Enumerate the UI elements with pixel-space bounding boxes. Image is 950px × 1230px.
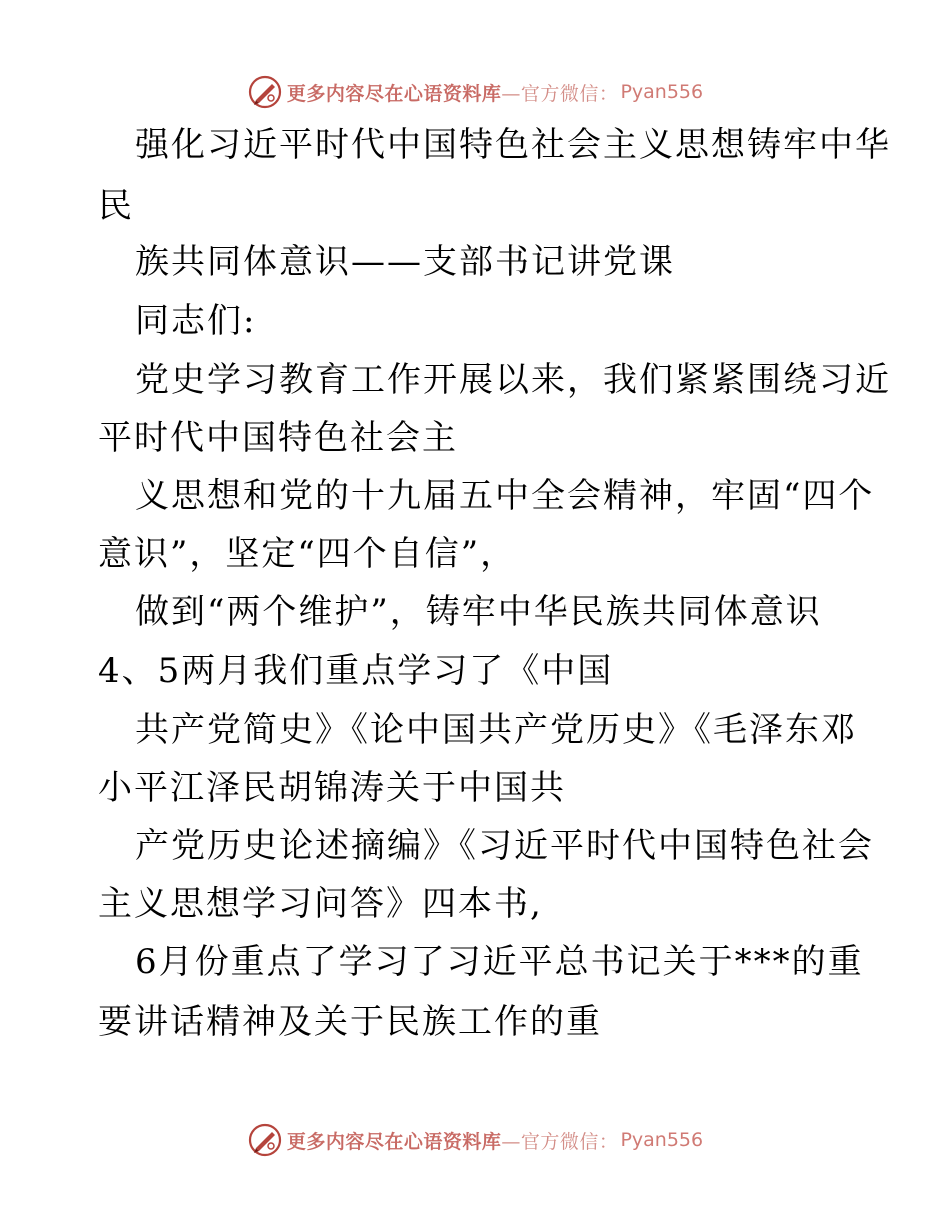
watermark-wechat-id: Pyan556	[620, 1129, 704, 1151]
text-line: 6月份重点了学习了习近平总书记关于***的重	[135, 942, 864, 982]
watermark-text: 更多内容尽在心语资料库	[286, 1130, 502, 1153]
text-line: 平时代中国特色社会主	[98, 418, 458, 458]
text-line: 民	[98, 186, 134, 226]
footer-watermark	[0, 1120, 950, 1160]
text-line: 做到“两个维护”，铸牢中华民族共同体意识	[135, 592, 822, 632]
text-line: 4、5两月我们重点学习了《中国	[98, 651, 614, 691]
text-line: 要讲话精神及关于民族工作的重	[98, 1002, 602, 1042]
text-line: 族共同体意识——支部书记讲党课	[135, 242, 675, 282]
text-line: 意识”，坚定“四个自信”，	[98, 534, 517, 574]
text-line: 共产党简史》《论中国共产党历史》《毛泽东邓	[135, 710, 857, 750]
text-line: 同志们:	[135, 301, 257, 341]
watermark-separator: —官方微信：	[501, 1130, 619, 1153]
text-line: 党史学习教育工作开展以来，我们紧紧围绕习近	[135, 360, 891, 400]
text-line: 小平江泽民胡锦涛关于中国共	[98, 768, 566, 808]
pen-logo-icon	[247, 74, 283, 110]
text-line: 强化习近平时代中国特色社会主义思想铸牢中华	[135, 125, 891, 165]
header-watermark	[0, 72, 950, 112]
text-line: 产党历史论述摘编》《习近平时代中国特色社会	[135, 826, 874, 866]
text-line: 义思想和党的十九届五中全会精神，牢固“四个	[135, 476, 875, 516]
text-line: 主义思想学习问答》四本书,	[98, 884, 543, 924]
watermark-text: 更多内容尽在心语资料库	[286, 82, 502, 105]
watermark-separator: —官方微信：	[501, 82, 619, 105]
watermark-wechat-id: Pyan556	[620, 81, 704, 103]
pen-logo-icon	[247, 1122, 283, 1158]
